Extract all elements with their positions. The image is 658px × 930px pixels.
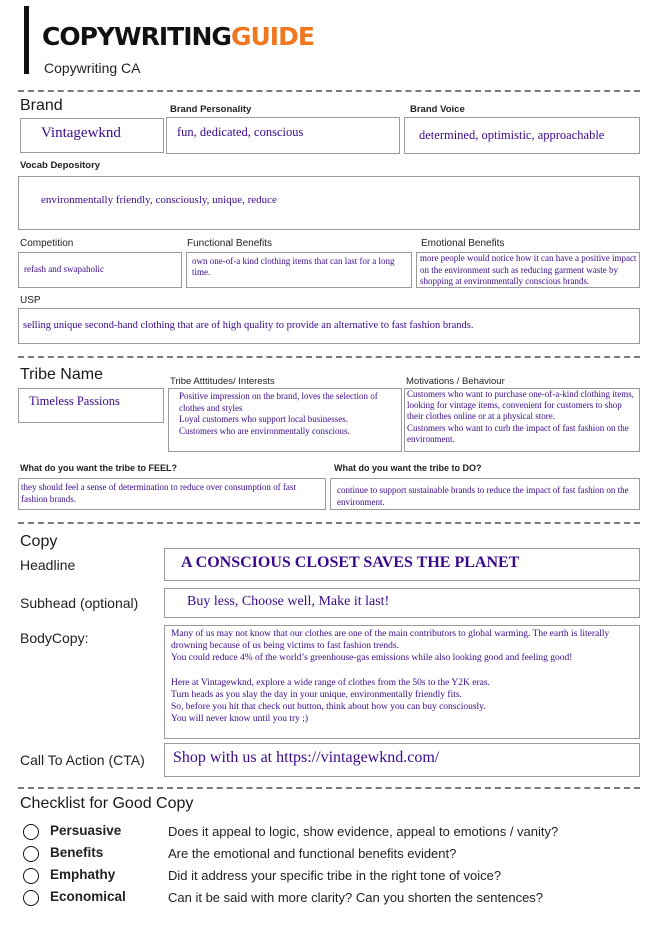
subtitle: Copywriting CA bbox=[44, 60, 141, 76]
subhead-field[interactable] bbox=[164, 588, 640, 618]
brand-personality-label: Brand Personality bbox=[170, 104, 252, 115]
section-divider bbox=[18, 356, 640, 358]
brand-name-value: Vintagewknd bbox=[41, 125, 121, 141]
usp-field[interactable] bbox=[18, 308, 640, 344]
vocab-label: Vocab Depository bbox=[20, 160, 101, 171]
headline-label: Headline bbox=[20, 557, 76, 573]
tribe-name-value: Timeless Passions bbox=[29, 394, 120, 408]
headline-field[interactable] bbox=[164, 548, 640, 581]
vocab-value: environmentally friendly, consciously, unique, reduce bbox=[41, 194, 277, 206]
competition-field[interactable] bbox=[18, 252, 182, 288]
tribe-section-title: Tribe Name bbox=[20, 366, 103, 383]
body-copy-label: BodyCopy: bbox=[20, 630, 89, 646]
checklist-question: Are the emotional and functional benefits evident? bbox=[168, 846, 457, 861]
usp-value: selling unique second-hand clothing that are of high quality to provide an alternative to fast fashion brands. bbox=[23, 320, 474, 331]
tribe-feel-value: they should feel a sense of determination to reduce over consumption of fast fashion brands. bbox=[21, 482, 296, 504]
section-divider bbox=[18, 787, 640, 789]
emotional-benefits-field[interactable] bbox=[416, 252, 640, 288]
tribe-attitudes-field[interactable] bbox=[168, 388, 402, 452]
header-accent-bar bbox=[24, 6, 29, 74]
brand-voice-label: Brand Voice bbox=[410, 104, 465, 115]
body-copy-value: Many of us may not know that our clothes are one of the main contributors to global warming. The earth is literally drowning because of us being victims to fast fashion trends. You could reduce 4% of the world’s greenhouse-gas emissions while also looking good and feeling good! Here at Vintagewknd, explore a wide range of clothes from the 50s to the Y2K eras. Turn heads as you slay the day in your unique, environmentally friendly fits. So, before you hit that check out button, think about how you can buy consciously. You will never know until you try ;) bbox=[171, 629, 610, 725]
brand-personality-value: fun, dedicated, conscious bbox=[177, 125, 304, 139]
body-copy-field[interactable] bbox=[164, 625, 640, 739]
logo-word-guide: GUIDE bbox=[230, 22, 314, 51]
emotional-benefits-value: more people would notice how it can have a positive impact on the environment such as reducing garment waste by shopping at environmentally conscious brands. bbox=[420, 253, 637, 286]
cta-label: Call To Action (CTA) bbox=[20, 752, 145, 768]
checklist-checkbox-persuasive[interactable] bbox=[23, 824, 39, 840]
checklist-question: Does it appeal to logic, show evidence, appeal to emotions / vanity? bbox=[168, 824, 559, 839]
cta-field[interactable] bbox=[164, 743, 640, 777]
usp-label: USP bbox=[20, 295, 41, 306]
checklist-title: Checklist for Good Copy bbox=[20, 795, 194, 812]
tribe-name-field[interactable] bbox=[18, 388, 164, 423]
headline-value: A CONSCIOUS CLOSET SAVES THE PLANET bbox=[181, 554, 520, 571]
subhead-value: Buy less, Choose well, Make it last! bbox=[187, 594, 390, 609]
competition-value: refash and swapaholic bbox=[24, 264, 104, 274]
vocab-field[interactable] bbox=[18, 176, 640, 230]
tribe-feel-label: What do you want the tribe to FEEL? bbox=[20, 463, 177, 473]
motivations-field[interactable] bbox=[404, 388, 640, 452]
checklist-question: Can it be said with more clarity? Can you shorten the sentences? bbox=[168, 890, 544, 905]
checklist-term: Persuasive bbox=[50, 823, 122, 838]
checklist-checkbox-benefits[interactable] bbox=[23, 846, 39, 862]
tribe-do-value: continue to support sustainable brands to reduce the impact of fast fashion on the environment. bbox=[337, 485, 629, 507]
section-divider bbox=[18, 90, 640, 92]
brand-voice-field[interactable] bbox=[404, 117, 640, 154]
checklist-term: Emphathy bbox=[50, 867, 116, 882]
functional-benefits-value: own one-of-a kind clothing items that can last for a long time. bbox=[192, 256, 395, 277]
tribe-attitudes-value: Positive impression on the brand, loves the selection of clothes and styles Loyal customers who support local businesses. Customers who are environmentally conscious. bbox=[179, 391, 378, 436]
tribe-attitudes-label: Tribe Atttitudes/ Interests bbox=[170, 376, 275, 387]
copy-section-title: Copy bbox=[20, 533, 58, 550]
competition-label: Competition bbox=[20, 238, 74, 249]
brand-section-title: Brand bbox=[20, 97, 63, 114]
motivations-value: Customers who want to purchase one-of-a-kind clothing items, looking for vintage items, convenient for customers to shop their clothes online or at a physical store. Customers who want to curb the impact of fast fashion on the environment. bbox=[407, 389, 634, 444]
checklist-question: Did it address your specific tribe in the right tone of voice? bbox=[168, 868, 502, 883]
subhead-label: Subhead (optional) bbox=[20, 595, 139, 611]
tribe-do-label: What do you want the tribe to DO? bbox=[334, 463, 482, 473]
tribe-do-field[interactable] bbox=[330, 478, 640, 510]
emotional-benefits-label: Emotional Benefits bbox=[421, 238, 505, 249]
brand-name-field[interactable] bbox=[20, 118, 164, 153]
logo-word-copywriting: COPYWRITING bbox=[42, 22, 231, 51]
checklist-checkbox-emphathy[interactable] bbox=[23, 868, 39, 884]
checklist-term: Economical bbox=[50, 889, 126, 904]
section-divider bbox=[18, 522, 640, 524]
tribe-feel-field[interactable] bbox=[18, 478, 326, 510]
cta-value: Shop with us at https://vintagewknd.com/ bbox=[173, 749, 440, 766]
motivations-label: Motivations / Behaviour bbox=[406, 376, 505, 387]
checklist-checkbox-economical[interactable] bbox=[23, 890, 39, 906]
functional-benefits-field[interactable] bbox=[186, 252, 412, 288]
checklist-term: Benefits bbox=[50, 845, 104, 860]
logo bbox=[42, 24, 314, 49]
brand-personality-field[interactable] bbox=[166, 117, 400, 154]
functional-benefits-label: Functional Benefits bbox=[187, 238, 273, 249]
brand-voice-value: determined, optimistic, approachable bbox=[419, 128, 605, 142]
